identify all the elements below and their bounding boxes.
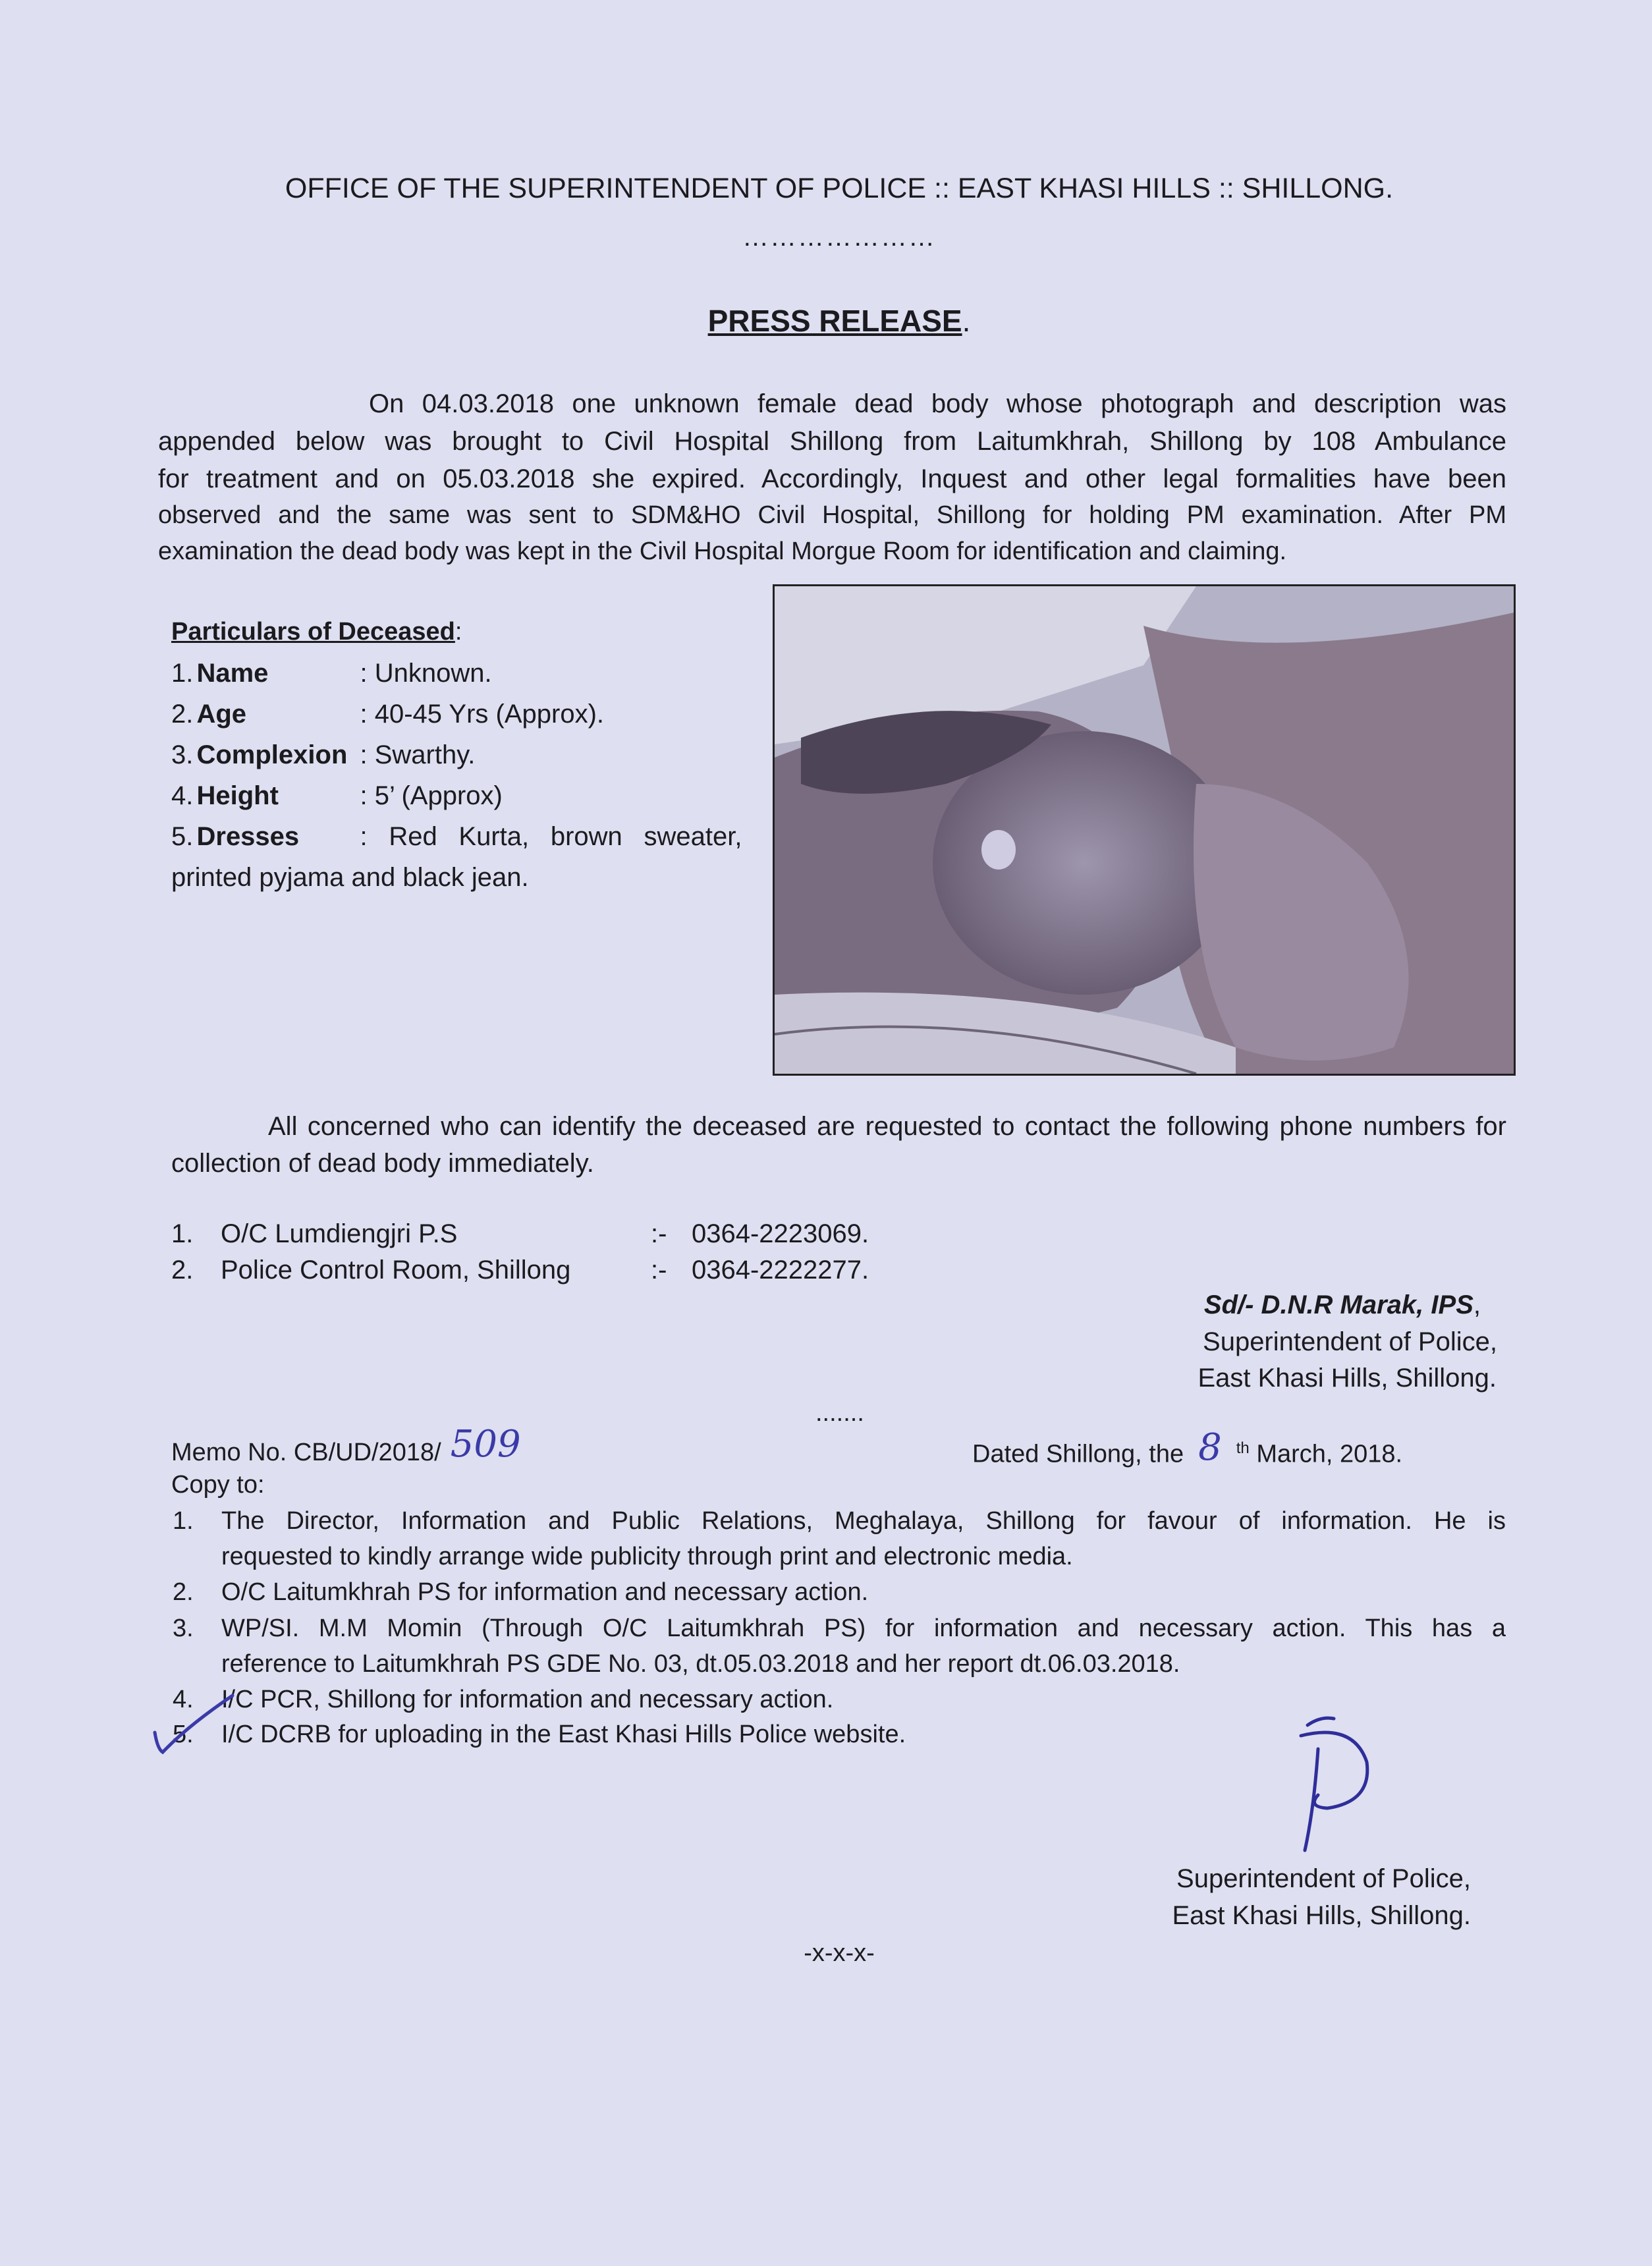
- copy-to-line: O/C Laitumkhrah PS for information and necessary action.: [221, 1578, 869, 1606]
- copy-to-number: 2.: [173, 1578, 194, 1606]
- memo-number: [171, 1423, 521, 1470]
- particular-age: [171, 696, 604, 732]
- copy-to-item: [173, 1503, 1506, 1577]
- item-value: : Red Kurta, brown sweater,: [360, 822, 742, 851]
- copy-to-line: I/C PCR, Shillong for information and necessary action.: [221, 1686, 834, 1713]
- memo-prefix: Memo No. CB/UD/2018/: [171, 1439, 441, 1466]
- contact-name: O/C Lumdiengjri P.S: [221, 1219, 458, 1248]
- copy-to-item: [173, 1611, 1506, 1684]
- contact-name: Police Control Room, Shillong: [221, 1256, 571, 1285]
- document-end-marker: -x-x-x-: [804, 1939, 875, 1967]
- item-value: : 40-45 Yrs (Approx).: [360, 700, 605, 729]
- particulars-heading-colon: :: [454, 618, 462, 646]
- intro-line-1: On 04.03.2018 one unknown female dead body whose photograph and description was: [369, 389, 1506, 418]
- office-header: OFFICE OF THE SUPERINTENDENT OF POLICE :: EAST KHASI HILLS :: SHILLONG.: [285, 173, 1394, 204]
- copy-to-number: 5.: [173, 1721, 194, 1748]
- signatory-comma: ,: [1473, 1290, 1481, 1319]
- particular-dresses-continued: printed pyjama and black jean.: [171, 863, 529, 892]
- handwritten-tick-mark: [148, 1686, 240, 1765]
- intro-line-4: observed and the same was sent to SDM&HO Civil Hospital, Shillong for holding PM examination. After PM: [158, 501, 1506, 529]
- intro-line-5: examination the dead body was kept in the Civil Hospital Morgue Room for identification and claiming.: [158, 538, 1287, 565]
- item-number: 1.: [171, 659, 194, 688]
- item-value: : 5’ (Approx): [360, 781, 503, 810]
- contact-separator: :-: [651, 1256, 667, 1285]
- copy-to-line: reference to Laitumkhrah PS GDE No. 03, dt.05.03.2018 and her report dt.06.03.2018.: [221, 1650, 1180, 1678]
- contact-row: [171, 1252, 962, 1288]
- item-value: : Swarthy.: [360, 740, 476, 769]
- contact-separator: :-: [651, 1219, 667, 1248]
- item-number: 2.: [171, 700, 194, 729]
- item-label: Name: [196, 659, 269, 688]
- item-label: Dresses: [196, 822, 300, 851]
- title-period: .: [962, 304, 971, 338]
- item-number: 3.: [171, 740, 194, 769]
- particular-complexion: [171, 736, 475, 773]
- photograph-image: [775, 586, 1514, 1074]
- particular-height: [171, 777, 503, 814]
- press-release-title: PRESS RELEASE: [707, 304, 962, 338]
- date-month-year: March, 2018.: [1256, 1440, 1403, 1468]
- item-label: Complexion: [196, 740, 348, 769]
- copy-to-item: [173, 1574, 1506, 1611]
- contact-phone: 0364-2223069.: [692, 1219, 869, 1248]
- contact-number: 1.: [171, 1219, 194, 1248]
- memo-date: [972, 1425, 1403, 1472]
- signature-title: Superintendent of Police,: [1176, 1864, 1471, 1893]
- signature-place: East Khasi Hills, Shillong.: [1172, 1901, 1471, 1930]
- particular-dresses: [171, 818, 748, 855]
- signatory-title: Superintendent of Police,: [1203, 1327, 1497, 1356]
- date-prefix: Dated Shillong, the: [972, 1440, 1184, 1468]
- intro-line-3: for treatment and on 05.03.2018 she expired. Accordingly, Inquest and other legal formalities have been: [158, 464, 1506, 493]
- item-label: Height: [196, 781, 279, 810]
- copy-to-line: I/C DCRB for uploading in the East Khasi Hills Police website.: [221, 1721, 906, 1748]
- contact-number: 2.: [171, 1256, 194, 1285]
- copy-to-line: WP/SI. M.M Momin (Through O/C Laitumkhrah PS) for information and necessary action. This has a: [221, 1615, 1506, 1642]
- copy-to-line: requested to kindly arrange wide publicity through print and electronic media.: [221, 1543, 1073, 1570]
- copy-to-heading: Copy to:: [171, 1471, 265, 1499]
- handwritten-signature: [1281, 1709, 1380, 1861]
- page-title: [0, 303, 1652, 339]
- signatory-place: East Khasi Hills, Shillong.: [1198, 1364, 1497, 1393]
- signatory-name: [1204, 1286, 1481, 1323]
- contact-phone: 0364-2222277.: [692, 1256, 869, 1285]
- separator-dots: .......: [815, 1399, 864, 1427]
- date-handwritten-day: 8: [1198, 1425, 1222, 1469]
- item-value: : Unknown.: [360, 659, 492, 688]
- particulars-heading-text: Particulars of Deceased: [171, 618, 455, 646]
- appeal-line-1: All concerned who can identify the deceased are requested to contact the following phone numbers for: [268, 1112, 1506, 1141]
- copy-to-number: 1.: [173, 1507, 194, 1535]
- intro-line-2: appended below was brought to Civil Hospital Shillong from Laitumkhrah, Shillong by 108 Ambulance: [158, 427, 1506, 456]
- copy-to-number: 3.: [173, 1615, 194, 1642]
- memo-handwritten-number: 509: [450, 1423, 521, 1466]
- header-dots: …………………: [742, 223, 936, 252]
- signatory-name-text: Sd/- D.N.R Marak, IPS: [1203, 1290, 1473, 1319]
- item-label: Age: [196, 700, 247, 729]
- particulars-heading: [171, 614, 462, 649]
- item-number: 5.: [171, 822, 194, 851]
- copy-to-line: The Director, Information and Public Relations, Meghalaya, Shillong for favour of information. He is: [221, 1507, 1506, 1535]
- appeal-line-2: collection of dead body immediately.: [171, 1149, 594, 1178]
- date-day-suffix: th: [1236, 1439, 1250, 1457]
- item-number: 4.: [171, 781, 194, 810]
- copy-to-number: 4.: [173, 1686, 194, 1713]
- particular-name: [171, 655, 492, 692]
- deceased-photograph: [773, 584, 1516, 1076]
- contact-row: [171, 1215, 962, 1252]
